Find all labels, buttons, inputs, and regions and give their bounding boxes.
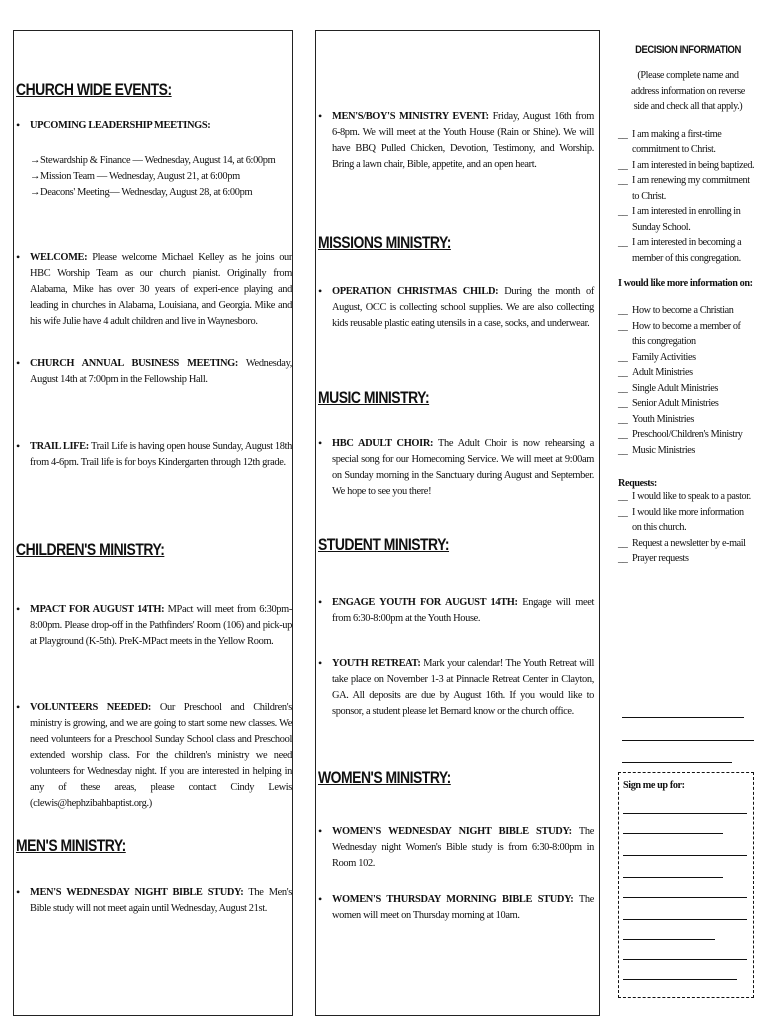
missions-ministry-heading: MISSIONS MINISTRY: — [318, 233, 451, 252]
sign-up-line[interactable] — [623, 939, 715, 940]
welcome-title: WELCOME: — [30, 252, 88, 263]
checklist-label — [618, 427, 758, 443]
checklist-text: Prayer requests — [632, 553, 689, 564]
music-ministry-heading: MUSIC MINISTRY: — [318, 388, 430, 407]
checklist-label — [618, 127, 758, 143]
mens-bible-study-title: MEN'S WEDNESDAY NIGHT BIBLE STUDY: — [30, 887, 244, 898]
bullet-icon: • — [16, 118, 20, 132]
checklist-label-continued — [618, 220, 758, 236]
checklist-item[interactable] — [618, 536, 758, 552]
checklist-text: I would like to speak to a pastor. — [632, 491, 751, 502]
mpact-title: MPACT FOR AUGUST 14TH: — [30, 604, 165, 615]
checklist-label — [618, 412, 758, 428]
checklist-item[interactable] — [618, 303, 758, 319]
info-list — [618, 303, 758, 458]
checklist-text: I am making a first-time — [632, 128, 722, 140]
check-blank[interactable]: __ — [618, 367, 628, 378]
sign-up-line[interactable] — [623, 855, 747, 856]
checklist-text: Family Activities — [632, 351, 696, 363]
checklist-label — [618, 381, 758, 397]
checklist-item[interactable] — [618, 127, 758, 158]
check-blank[interactable]: __ — [618, 237, 628, 248]
check-blank[interactable]: __ — [618, 305, 628, 316]
checklist-text: member of this congregation. — [632, 252, 741, 264]
sign-up-line[interactable] — [623, 813, 747, 814]
sign-up-label: Sign me up for: — [623, 780, 685, 791]
checklist-text: Single Adult Ministries — [632, 382, 718, 394]
decision-card — [618, 30, 758, 567]
sign-up-line[interactable] — [623, 897, 747, 898]
check-blank[interactable]: __ — [618, 206, 628, 217]
check-blank[interactable]: __ — [618, 351, 628, 363]
sign-up-box — [618, 772, 754, 998]
bullet-icon: • — [318, 892, 322, 906]
womens-thursday-item — [318, 892, 594, 924]
youth-retreat-title: YOUTH RETREAT: — [332, 658, 421, 669]
leadership-item — [16, 118, 292, 134]
decision-instructions: (Please complete name and address information on reverse side and check all that apply.) — [631, 70, 745, 112]
mens-boys-event-title: MEN'S/BOY'S MINISTRY EVENT: — [332, 111, 489, 122]
checklist-label-continued — [618, 520, 758, 536]
occ-item — [318, 284, 594, 332]
bullet-icon: • — [16, 439, 20, 453]
womens-wednesday-item — [318, 824, 594, 872]
checklist-label — [618, 505, 758, 521]
checklist-text: Request a newsletter by e-mail — [632, 537, 746, 549]
write-in-line[interactable] — [622, 740, 754, 741]
checklist-text: Preschool/Children's Ministry — [632, 429, 743, 440]
checklist-item[interactable] — [618, 365, 758, 381]
engage-youth-item — [318, 595, 595, 627]
check-blank[interactable]: __ — [618, 159, 628, 171]
schedule-line: →Stewardship & Finance — Wednesday, August 14, at 6:00pm — [30, 155, 276, 166]
checklist-label — [618, 365, 758, 381]
volunteers-item — [16, 700, 292, 812]
mens-ministry-heading: MEN'S MINISTRY: — [16, 836, 126, 855]
checklist-text: Youth Ministries — [632, 413, 694, 425]
mens-boys-event-item — [318, 109, 594, 173]
checklist-text: Adult Ministries — [632, 367, 693, 378]
checklist-item[interactable] — [618, 319, 758, 350]
check-blank[interactable]: __ — [618, 553, 628, 564]
checklist-text: Sunday School. — [632, 221, 691, 233]
checklist-label — [618, 443, 758, 459]
mens-bible-study-item — [16, 885, 292, 917]
check-blank[interactable]: __ — [618, 175, 628, 186]
womens-thursday-text: The women will meet on Thursday morning at 10am. — [332, 894, 594, 921]
requests-list — [618, 489, 758, 567]
church-wide-heading: CHURCH WIDE EVENTS: — [16, 80, 172, 99]
checklist-label — [618, 303, 758, 319]
checklist-text: I am renewing my commitment — [632, 175, 750, 186]
checklist-text: I am interested in becoming a — [632, 237, 742, 248]
womens-wednesday-title: WOMEN'S WEDNESDAY NIGHT BIBLE STUDY: — [332, 826, 572, 837]
checklist-text: I would like more information — [632, 506, 744, 518]
checklist-item[interactable] — [618, 412, 758, 428]
decisions-list — [618, 127, 758, 267]
engage-youth-title: ENGAGE YOUTH FOR AUGUST 14TH: — [332, 597, 518, 608]
adult-choir-title: HBC ADULT CHOIR: — [332, 438, 434, 449]
checklist-text: commitment to Christ. — [632, 144, 716, 155]
checklist-text: I am interested in enrolling in — [632, 206, 741, 217]
checklist-item[interactable] — [618, 173, 758, 204]
checklist-label-continued — [618, 142, 758, 158]
schedule-line: →Mission Team — Wednesday, August 21, at 6:00pm — [30, 171, 240, 182]
checklist-label — [618, 489, 758, 505]
bullet-icon: • — [318, 436, 322, 450]
welcome-item — [16, 250, 292, 330]
mpact-item — [16, 602, 292, 650]
engage-youth-text: Engage will meet from 6:30-8:00pm at the Youth House. — [332, 597, 595, 624]
occ-title: OPERATION CHRISTMAS CHILD: — [332, 286, 499, 297]
checklist-item[interactable] — [618, 396, 758, 412]
youth-retreat-item — [318, 656, 595, 720]
checklist-item[interactable] — [618, 489, 758, 505]
checklist-label-continued — [618, 251, 758, 267]
adult-choir-text: The Adult Choir is now rehearsing a special song for our Homecoming Service. We will meet at 9:00am on Sunday morning in the Sanctuary during August and September. We hope to see you there! — [332, 438, 594, 497]
bullet-icon: • — [318, 284, 322, 298]
mens-bible-study-text: The Men's Bible study will not meet again until Wednesday, August 21st. — [30, 887, 292, 914]
checklist-item[interactable] — [618, 443, 758, 459]
sign-up-line[interactable] — [623, 919, 747, 920]
bullet-icon: • — [16, 885, 20, 899]
checklist-item[interactable] — [618, 427, 758, 443]
schedule-line: →Deacons' Meeting— Wednesday, August 28, at 6:00pm — [30, 187, 253, 198]
bullet-icon: • — [318, 595, 322, 609]
sign-up-line[interactable] — [623, 877, 723, 878]
bullet-icon: • — [16, 602, 20, 616]
checklist-label — [618, 350, 758, 366]
check-blank[interactable]: __ — [618, 444, 628, 456]
check-blank[interactable]: __ — [618, 382, 628, 394]
womens-thursday-title: WOMEN'S THURSDAY MORNING BIBLE STUDY: — [332, 894, 574, 905]
bullet-icon: • — [318, 824, 322, 838]
checklist-text: How to become a member of — [632, 320, 741, 332]
write-in-line[interactable] — [622, 762, 732, 763]
trail-life-title: TRAIL LIFE: — [30, 441, 89, 452]
adult-choir-item — [318, 436, 594, 500]
check-blank[interactable]: __ — [618, 506, 628, 518]
womens-ministry-heading: WOMEN'S MINISTRY: — [318, 768, 451, 787]
check-blank[interactable]: __ — [618, 320, 628, 332]
business-meeting-item — [16, 356, 292, 388]
check-blank[interactable]: __ — [618, 413, 628, 425]
info-heading: I would like more information on: — [618, 278, 753, 289]
checklist-item[interactable] — [618, 505, 758, 536]
volunteers-text: Our Preschool and Children's ministry is growing, and we are going to start some new classes. We need volunteers for a Preschool Sunday School class and Preschool extended worship class. For the children's ministry we need volunteers for Wednesday night. If you are interested in helping in any of these areas, please contact Cindy Lewis (clewis@hephzibahbaptist.org.) — [30, 702, 292, 809]
bullet-icon: • — [16, 700, 20, 714]
leadership-schedule — [30, 153, 292, 201]
checklist-text: How to become a Christian — [632, 305, 734, 316]
leadership-title: UPCOMING LEADERSHIP MEETINGS: — [30, 120, 211, 131]
checklist-item[interactable] — [618, 381, 758, 397]
decision-title: DECISION INFORMATION — [635, 44, 741, 56]
bullet-icon: • — [16, 356, 20, 370]
checklist-text: Senior Adult Ministries — [632, 398, 719, 409]
checklist-item[interactable] — [618, 235, 758, 266]
checklist-label — [618, 235, 758, 251]
checklist-label-continued — [618, 334, 758, 350]
write-in-line[interactable] — [622, 717, 744, 718]
checklist-text: Music Ministries — [632, 444, 695, 456]
checklist-text: to Christ. — [632, 190, 666, 202]
checklist-label-continued — [618, 189, 758, 205]
checklist-item[interactable] — [618, 551, 758, 567]
checklist-label — [618, 204, 758, 220]
checklist-label — [618, 158, 758, 174]
checklist-label — [618, 319, 758, 335]
trail-life-text: Trail Life is having open house Sunday, August 18th from 4-6pm. Trail life is for boys Kindergarten through 12th grade. — [30, 441, 292, 468]
checklist-text: this congregation — [632, 336, 696, 347]
checklist-label — [618, 173, 758, 189]
sign-up-line[interactable] — [623, 833, 723, 834]
checklist-label — [618, 551, 758, 567]
checklist-text: on this church. — [632, 522, 687, 533]
checklist-text: I am interested in being baptized. — [632, 159, 755, 171]
check-blank[interactable]: __ — [618, 537, 628, 549]
checklist-label — [618, 536, 758, 552]
bullet-icon: • — [16, 250, 20, 264]
check-blank[interactable]: __ — [618, 429, 628, 440]
check-blank[interactable]: __ — [618, 398, 628, 409]
occ-text: During the month of August, OCC is collecting school supplies. We are also collecting kids reusable plastic eating utensils in a case, socks, and underwear. — [332, 286, 594, 329]
youth-retreat-text: Mark your calendar! The Youth Retreat will take place on November 1-3 at Pinnacle Retreat Center in Clayton, GA. All deposits are due by August 16th. If you would like to sponsor, a student please let Bernard know or the church office. — [332, 658, 595, 717]
mens-boys-event-text: Friday, August 16th from 6-8pm. We will meet at the Youth House (Rain or Shine). We will have BBQ Pulled Chicken, Devotion, Testimony, and Worship. Bring a lawn chair, Bible, appetite, and an open heart. — [332, 111, 594, 170]
checklist-item[interactable] — [618, 204, 758, 235]
business-meeting-title: CHURCH ANNUAL BUSINESS MEETING: — [30, 358, 238, 369]
welcome-text: Please welcome Michael Kelley as he joins our HBC Worship Team as our church pianist. Originally from Alabama, Mike has over 30 years of experi-ence playing and leading in churches in Alabama, Louisiana, and Georgia. Mike and his wife Julie have 4 adult children and live in Waynesboro. — [30, 252, 292, 327]
checklist-item[interactable] — [618, 158, 758, 174]
trail-life-item — [16, 439, 292, 471]
sign-up-line[interactable] — [623, 979, 737, 980]
checklist-item[interactable] — [618, 350, 758, 366]
mpact-text: MPact will meet from 6:30pm-8:00pm. Please drop-off in the Pathfinders' Room (106) and pick-up at Playground (K-5th). PreK-MPact meets in the Yellow Room. — [30, 604, 292, 647]
student-ministry-heading: STUDENT MINISTRY: — [318, 535, 450, 554]
volunteers-title: VOLUNTEERS NEEDED: — [30, 702, 152, 713]
requests-heading: Requests: — [618, 478, 657, 489]
check-blank[interactable]: __ — [618, 128, 628, 140]
bullet-icon: • — [318, 656, 322, 670]
business-meeting-text: Wednesday, August 14th at 7:00pm in the Fellowship Hall. — [30, 358, 292, 385]
bullet-icon: • — [318, 109, 322, 123]
sign-up-line[interactable] — [623, 959, 747, 960]
checklist-label — [618, 396, 758, 412]
check-blank[interactable]: __ — [618, 491, 628, 502]
childrens-ministry-heading: CHILDREN'S MINISTRY: — [16, 540, 165, 559]
womens-wednesday-text: The Wednesday night Women's Bible study is from 6:30-8:00pm in Room 102. — [332, 826, 594, 869]
